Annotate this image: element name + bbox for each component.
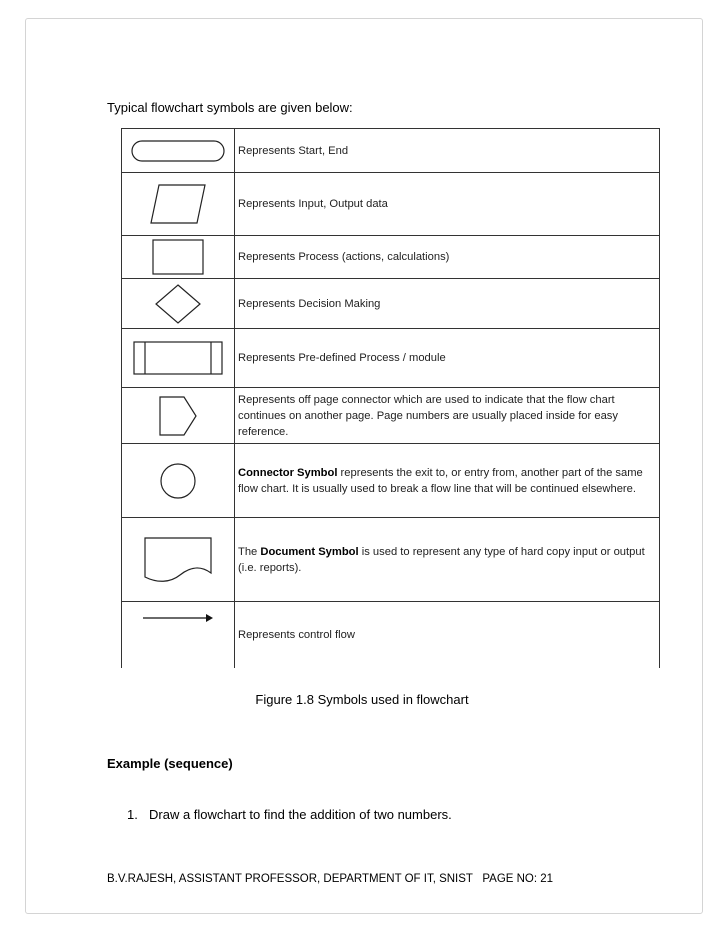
step-text: Draw a flowchart to find the addition of two numbers.	[149, 807, 452, 822]
symbol-description: Represents Input, Output data	[235, 173, 660, 236]
table-row	[122, 329, 660, 388]
document-text: is used to represent any type of hard copy input or output (i.e. reports).	[238, 545, 645, 574]
diamond-icon	[153, 283, 203, 325]
predefined-process-icon	[132, 340, 224, 376]
document-text-pre: The	[238, 545, 261, 558]
document-description	[235, 518, 660, 602]
table-row	[122, 279, 660, 329]
symbols-table	[121, 128, 660, 668]
symbol-description: Represents Pre-defined Process / module	[235, 329, 660, 388]
connector-circle-icon	[158, 461, 198, 501]
table-row	[122, 518, 660, 602]
rectangle-icon	[151, 238, 205, 276]
table-row	[122, 602, 660, 668]
connector-description	[235, 444, 660, 518]
step-number: 1.	[127, 807, 138, 822]
example-heading: Example (sequence)	[107, 756, 233, 771]
symbol-description: Represents Process (actions, calculations)	[235, 236, 660, 279]
figure-caption: Figure 1.8 Symbols used in flowchart	[255, 692, 469, 707]
arrow-icon	[140, 608, 216, 628]
terminator-icon	[130, 138, 226, 164]
table-row	[122, 236, 660, 279]
table-row	[122, 444, 660, 518]
document-symbol-term: Document Symbol	[260, 545, 359, 558]
connector-symbol-term: Connector Symbol	[238, 466, 338, 479]
intro-text: Typical flowchart symbols are given below:	[107, 100, 353, 115]
symbol-description: Represents Decision Making	[235, 279, 660, 329]
connector-text: represents the exit to, or entry from, another part of the same flow chart. It is usually used to break a flow line that will be continued elsewhere.	[238, 466, 643, 495]
list-item	[127, 807, 452, 822]
table-row	[122, 388, 660, 444]
parallelogram-icon	[148, 183, 208, 225]
page-footer: B.V.RAJESH, ASSISTANT PROFESSOR, DEPARTMENT OF IT, SNIST PAGE NO: 21	[107, 873, 554, 885]
steps-list	[127, 807, 452, 822]
document-icon	[142, 535, 214, 585]
table-row	[122, 129, 660, 173]
table-row	[122, 173, 660, 236]
symbol-description: Represents Start, End	[235, 129, 660, 173]
off-page-connector-icon	[156, 394, 200, 438]
symbol-description: Represents control flow	[235, 602, 660, 668]
symbol-description: Represents off page connector which are used to indicate that the flow chart continues on another page. Page numbers are usually placed inside for easy reference.	[235, 388, 660, 444]
